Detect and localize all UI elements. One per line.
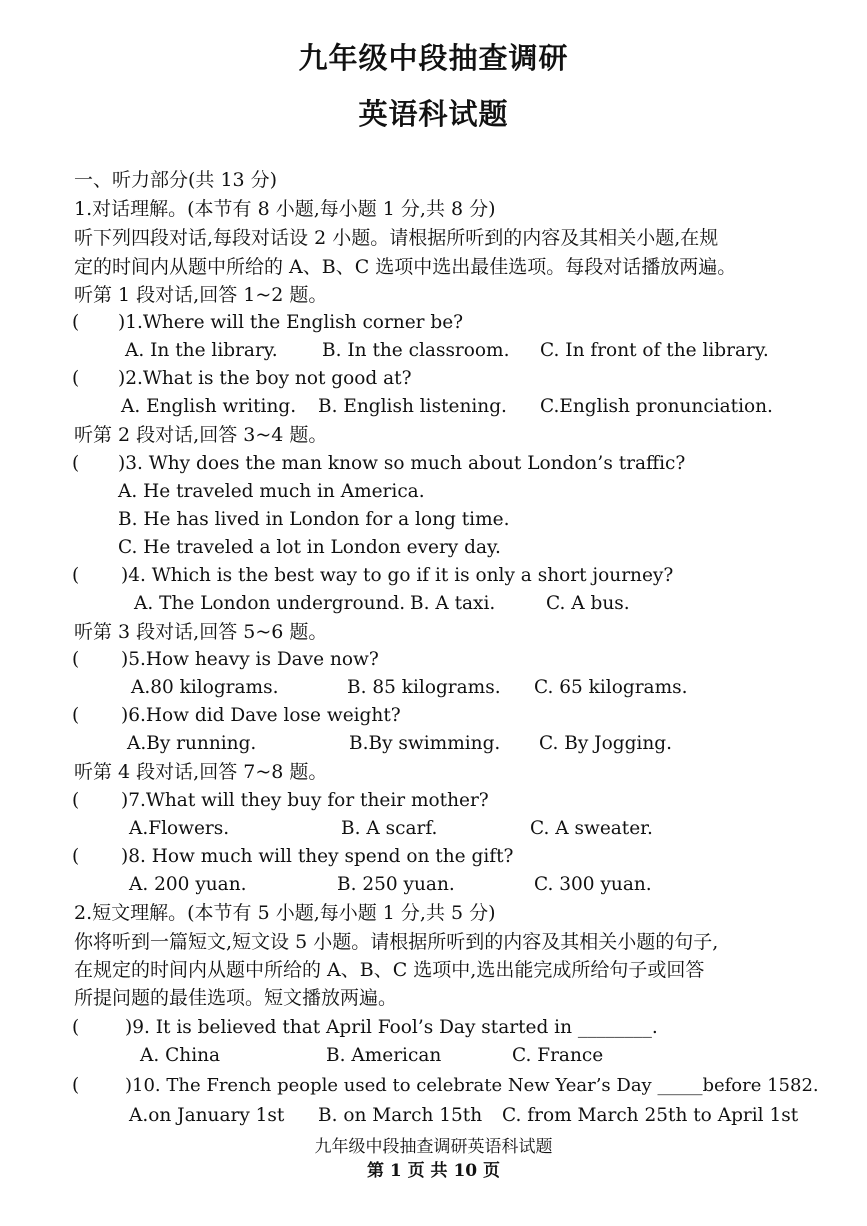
footer-page-number: 第 1 页 共 10 页 xyxy=(366,1161,501,1181)
question-10-option-c: C. from March 25th to April 1st xyxy=(502,1105,799,1126)
exam-subtitle: 英语科试题 xyxy=(358,97,509,131)
question-9-option-b: B. American xyxy=(326,1045,442,1066)
dialog2-label: 听第 2 段对话,回答 3~4 题。 xyxy=(74,424,328,446)
question-8-option-c: C. 300 yuan. xyxy=(534,874,652,895)
question-7-option-c: C. A sweater. xyxy=(530,818,653,839)
question-1-option-a: A. In the library. xyxy=(125,340,278,361)
section2-instruction-line1: 你将听到一篇短文,短文设 5 小题。请根据所听到的内容及其相关小题的句子, xyxy=(74,931,719,953)
answer-paren: ( xyxy=(72,565,80,586)
question-6-option-c: C. By Jogging. xyxy=(539,733,672,754)
question-3-stem: )3. Why does the man know so much about London’s traffic? xyxy=(118,453,686,474)
question-4-option-a: A. The London underground. xyxy=(134,593,406,614)
answer-paren: ( xyxy=(72,368,80,389)
answer-paren: ( xyxy=(72,1017,80,1038)
section2-instruction-line2: 在规定的时间内从题中所给的 A、B、C 选项中,选出能完成所给句子或回答 xyxy=(74,959,705,981)
question-7-option-b: B. A scarf. xyxy=(341,818,438,839)
question-5-option-b: B. 85 kilograms. xyxy=(347,677,501,698)
section1-instruction-line1: 听下列四段对话,每段对话设 2 小题。请根据所听到的内容及其相关小题,在规 xyxy=(74,227,719,249)
question-6-option-a: A.By running. xyxy=(127,733,257,754)
question-5-option-c: C. 65 kilograms. xyxy=(534,677,688,698)
section2-instruction-line3: 所提问题的最佳选项。短文播放两遍。 xyxy=(74,987,398,1009)
dialog3-label: 听第 3 段对话,回答 5~6 题。 xyxy=(74,621,328,643)
question-6-option-b: B.By swimming. xyxy=(349,733,501,754)
question-5-option-a: A.80 kilograms. xyxy=(131,677,279,698)
answer-paren: ( xyxy=(72,1075,80,1096)
answer-paren: ( xyxy=(72,649,80,670)
question-8-option-a: A. 200 yuan. xyxy=(129,874,247,895)
answer-paren: ( xyxy=(72,705,80,726)
section1-instruction-line2: 定的时间内从题中所给的 A、B、C 选项中选出最佳选项。每段对话播放两遍。 xyxy=(74,256,737,278)
question-10-option-b: B. on March 15th xyxy=(318,1105,483,1126)
question-7-option-a: A.Flowers. xyxy=(129,818,230,839)
section1-heading: 1.对话理解。(本节有 8 小题,每小题 1 分,共 8 分) xyxy=(74,198,496,220)
question-2-option-c: C.English pronunciation. xyxy=(540,396,773,417)
question-1-option-c: C. In front of the library. xyxy=(540,340,769,361)
dialog4-label: 听第 4 段对话,回答 7~8 题。 xyxy=(74,761,328,783)
question-4-option-b: B. A taxi. xyxy=(410,593,496,614)
answer-paren: ( xyxy=(72,453,80,474)
part1-heading: 一、听力部分(共 13 分) xyxy=(74,169,278,191)
question-3-option-c: C. He traveled a lot in London every day. xyxy=(118,537,501,558)
question-10-stem: )10. The French people used to celebrate New Year’s Day _____before 1582. xyxy=(125,1075,819,1096)
exam-title: 九年级中段抽查调研 xyxy=(298,41,569,75)
question-1-option-b: B. In the classroom. xyxy=(322,340,510,361)
question-8-option-b: B. 250 yuan. xyxy=(337,874,455,895)
question-9-stem: )9. It is believed that April Fool’s Day started in ________. xyxy=(125,1017,658,1038)
question-4-stem: )4. Which is the best way to go if it is only a short journey? xyxy=(121,565,674,586)
question-9-option-a: A. China xyxy=(140,1045,221,1066)
answer-paren: ( xyxy=(72,790,80,811)
question-4-option-c: C. A bus. xyxy=(546,593,630,614)
question-5-stem: )5.How heavy is Dave now? xyxy=(121,649,379,670)
question-7-stem: )7.What will they buy for their mother? xyxy=(121,790,489,811)
footer-exam-name: 九年级中段抽查调研英语科试题 xyxy=(314,1137,553,1157)
question-6-stem: )6.How did Dave lose weight? xyxy=(121,705,401,726)
question-8-stem: )8. How much will they spend on the gift? xyxy=(121,846,514,867)
question-10-option-a: A.on January 1st xyxy=(129,1105,285,1126)
question-2-stem: )2.What is the boy not good at? xyxy=(118,368,412,389)
answer-paren: ( xyxy=(72,312,80,333)
question-1-stem: )1.Where will the English corner be? xyxy=(118,312,464,333)
question-3-option-a: A. He traveled much in America. xyxy=(118,481,425,502)
question-2-option-a: A. English writing. xyxy=(121,396,297,417)
question-2-option-b: B. English listening. xyxy=(318,396,507,417)
question-3-option-b: B. He has lived in London for a long time. xyxy=(118,509,510,530)
dialog1-label: 听第 1 段对话,回答 1~2 题。 xyxy=(74,284,328,306)
section2-heading: 2.短文理解。(本节有 5 小题,每小题 1 分,共 5 分) xyxy=(74,902,496,924)
question-9-option-c: C. France xyxy=(512,1045,604,1066)
answer-paren: ( xyxy=(72,846,80,867)
